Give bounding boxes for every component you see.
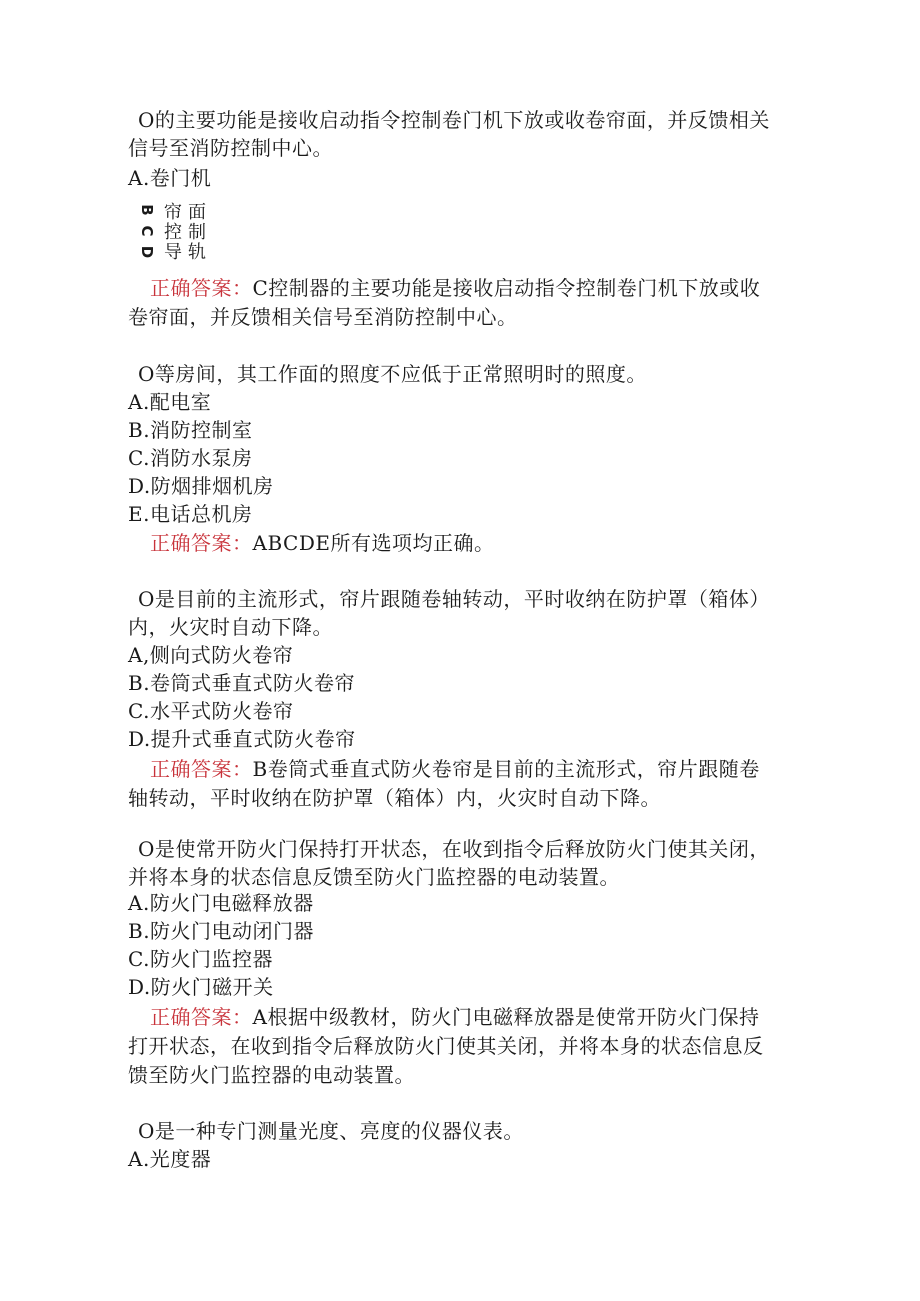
q2-option-a: A.配电室 (128, 390, 212, 414)
q2-option-c: C.消防水泵房 (128, 446, 253, 470)
q4-stem-line-2: 并将本身的状态信息反馈至防火门监控器的电动装置。 (128, 865, 620, 889)
q2-answer-text: ABCDE所有选项均正确。 (252, 531, 495, 555)
q3-answer-line-2: 轴转动，平时收纳在防护罩（箱体）内，火灾时自动下降。 (128, 786, 661, 810)
q1-rotated-letter-d: D (138, 245, 156, 259)
q3-stem-line-2: 内，火灾时自动下降。 (128, 615, 333, 639)
q3-option-c: C.水平式防火卷帘 (128, 699, 294, 723)
q2-stem-line-1: O等房间，其工作面的照度不应低于正常照明时的照度。 (138, 362, 647, 386)
q2-option-d: D.防烟排烟机房 (128, 474, 274, 498)
q1-answer-line-2: 卷帘面，并反馈相关信号至消防控制中心。 (128, 305, 518, 329)
q4-option-a: A.防火门电磁释放器 (128, 891, 314, 915)
q3-stem-line-1: O是目前的主流形式，帘片跟随卷轴转动，平时收纳在防护罩（箱体） (138, 587, 770, 611)
q2-answer-label: 正确答案： (150, 531, 253, 555)
q1-rotated-letter-c: C (138, 225, 156, 237)
q2-option-e: E.电话总机房 (128, 502, 253, 526)
q2-answer-line-1 (150, 529, 494, 557)
q1-stem-line-1: O的主要功能是接收启动指令控制卷门机下放或收卷帘面，并反馈相关 (138, 108, 770, 132)
q1-stem-line-2: 信号至消防控制中心。 (128, 136, 333, 160)
q5-stem-line-1: O是一种专门测量光度、亮度的仪器仪表。 (138, 1119, 524, 1143)
q1-rotated-option-letters (136, 200, 158, 264)
q4-option-c: C.防火门监控器 (128, 947, 273, 971)
q3-option-b: B.卷筒式垂直式防火卷帘 (128, 671, 356, 695)
q4-option-b: B.防火门电动闭门器 (128, 919, 315, 943)
q1-answer-text: C控制器的主要功能是接收启动指令控制卷门机下放或收 (252, 276, 761, 300)
q4-answer-line-2: 打开状态，在收到指令后释放防火门使其关闭，并将本身的状态信息反 (128, 1034, 764, 1058)
q4-answer-line-3: 馈至防火门监控器的电动装置。 (128, 1063, 415, 1087)
q1-answer-line-1 (150, 274, 760, 302)
q3-answer-line-1 (150, 755, 760, 783)
q3-answer-label: 正确答案： (150, 757, 253, 781)
q1-option-a: A.卷门机 (128, 166, 212, 190)
q1-option-c-text: 控制 (164, 222, 212, 243)
q4-answer-text: A根据中级教材，防火门电磁释放器是使常开防火门保持 (252, 1005, 760, 1029)
q4-answer-line-1 (150, 1003, 759, 1031)
q5-option-a: A.光度器 (128, 1147, 212, 1171)
q3-answer-text: B卷筒式垂直式防火卷帘是目前的主流形式，帘片跟随卷 (252, 757, 760, 781)
q4-option-d: D.防火门磁开关 (128, 975, 274, 999)
q1-option-b-text: 帘面 (164, 202, 212, 223)
q3-option-d: D.提升式垂直式防火卷帘 (128, 727, 356, 751)
q4-stem-line-1: O是使常开防火门保持打开状态，在收到指令后释放防火门使其关闭， (138, 837, 770, 861)
q1-rotated-letter-b: B (138, 204, 156, 216)
q2-option-b: B.消防控制室 (128, 418, 253, 442)
q1-answer-label: 正确答案： (150, 276, 253, 300)
q3-option-a: A,侧向式防火卷帘 (128, 643, 294, 667)
q1-option-d-text: 导轨 (164, 242, 212, 263)
q4-answer-label: 正确答案： (150, 1005, 253, 1029)
